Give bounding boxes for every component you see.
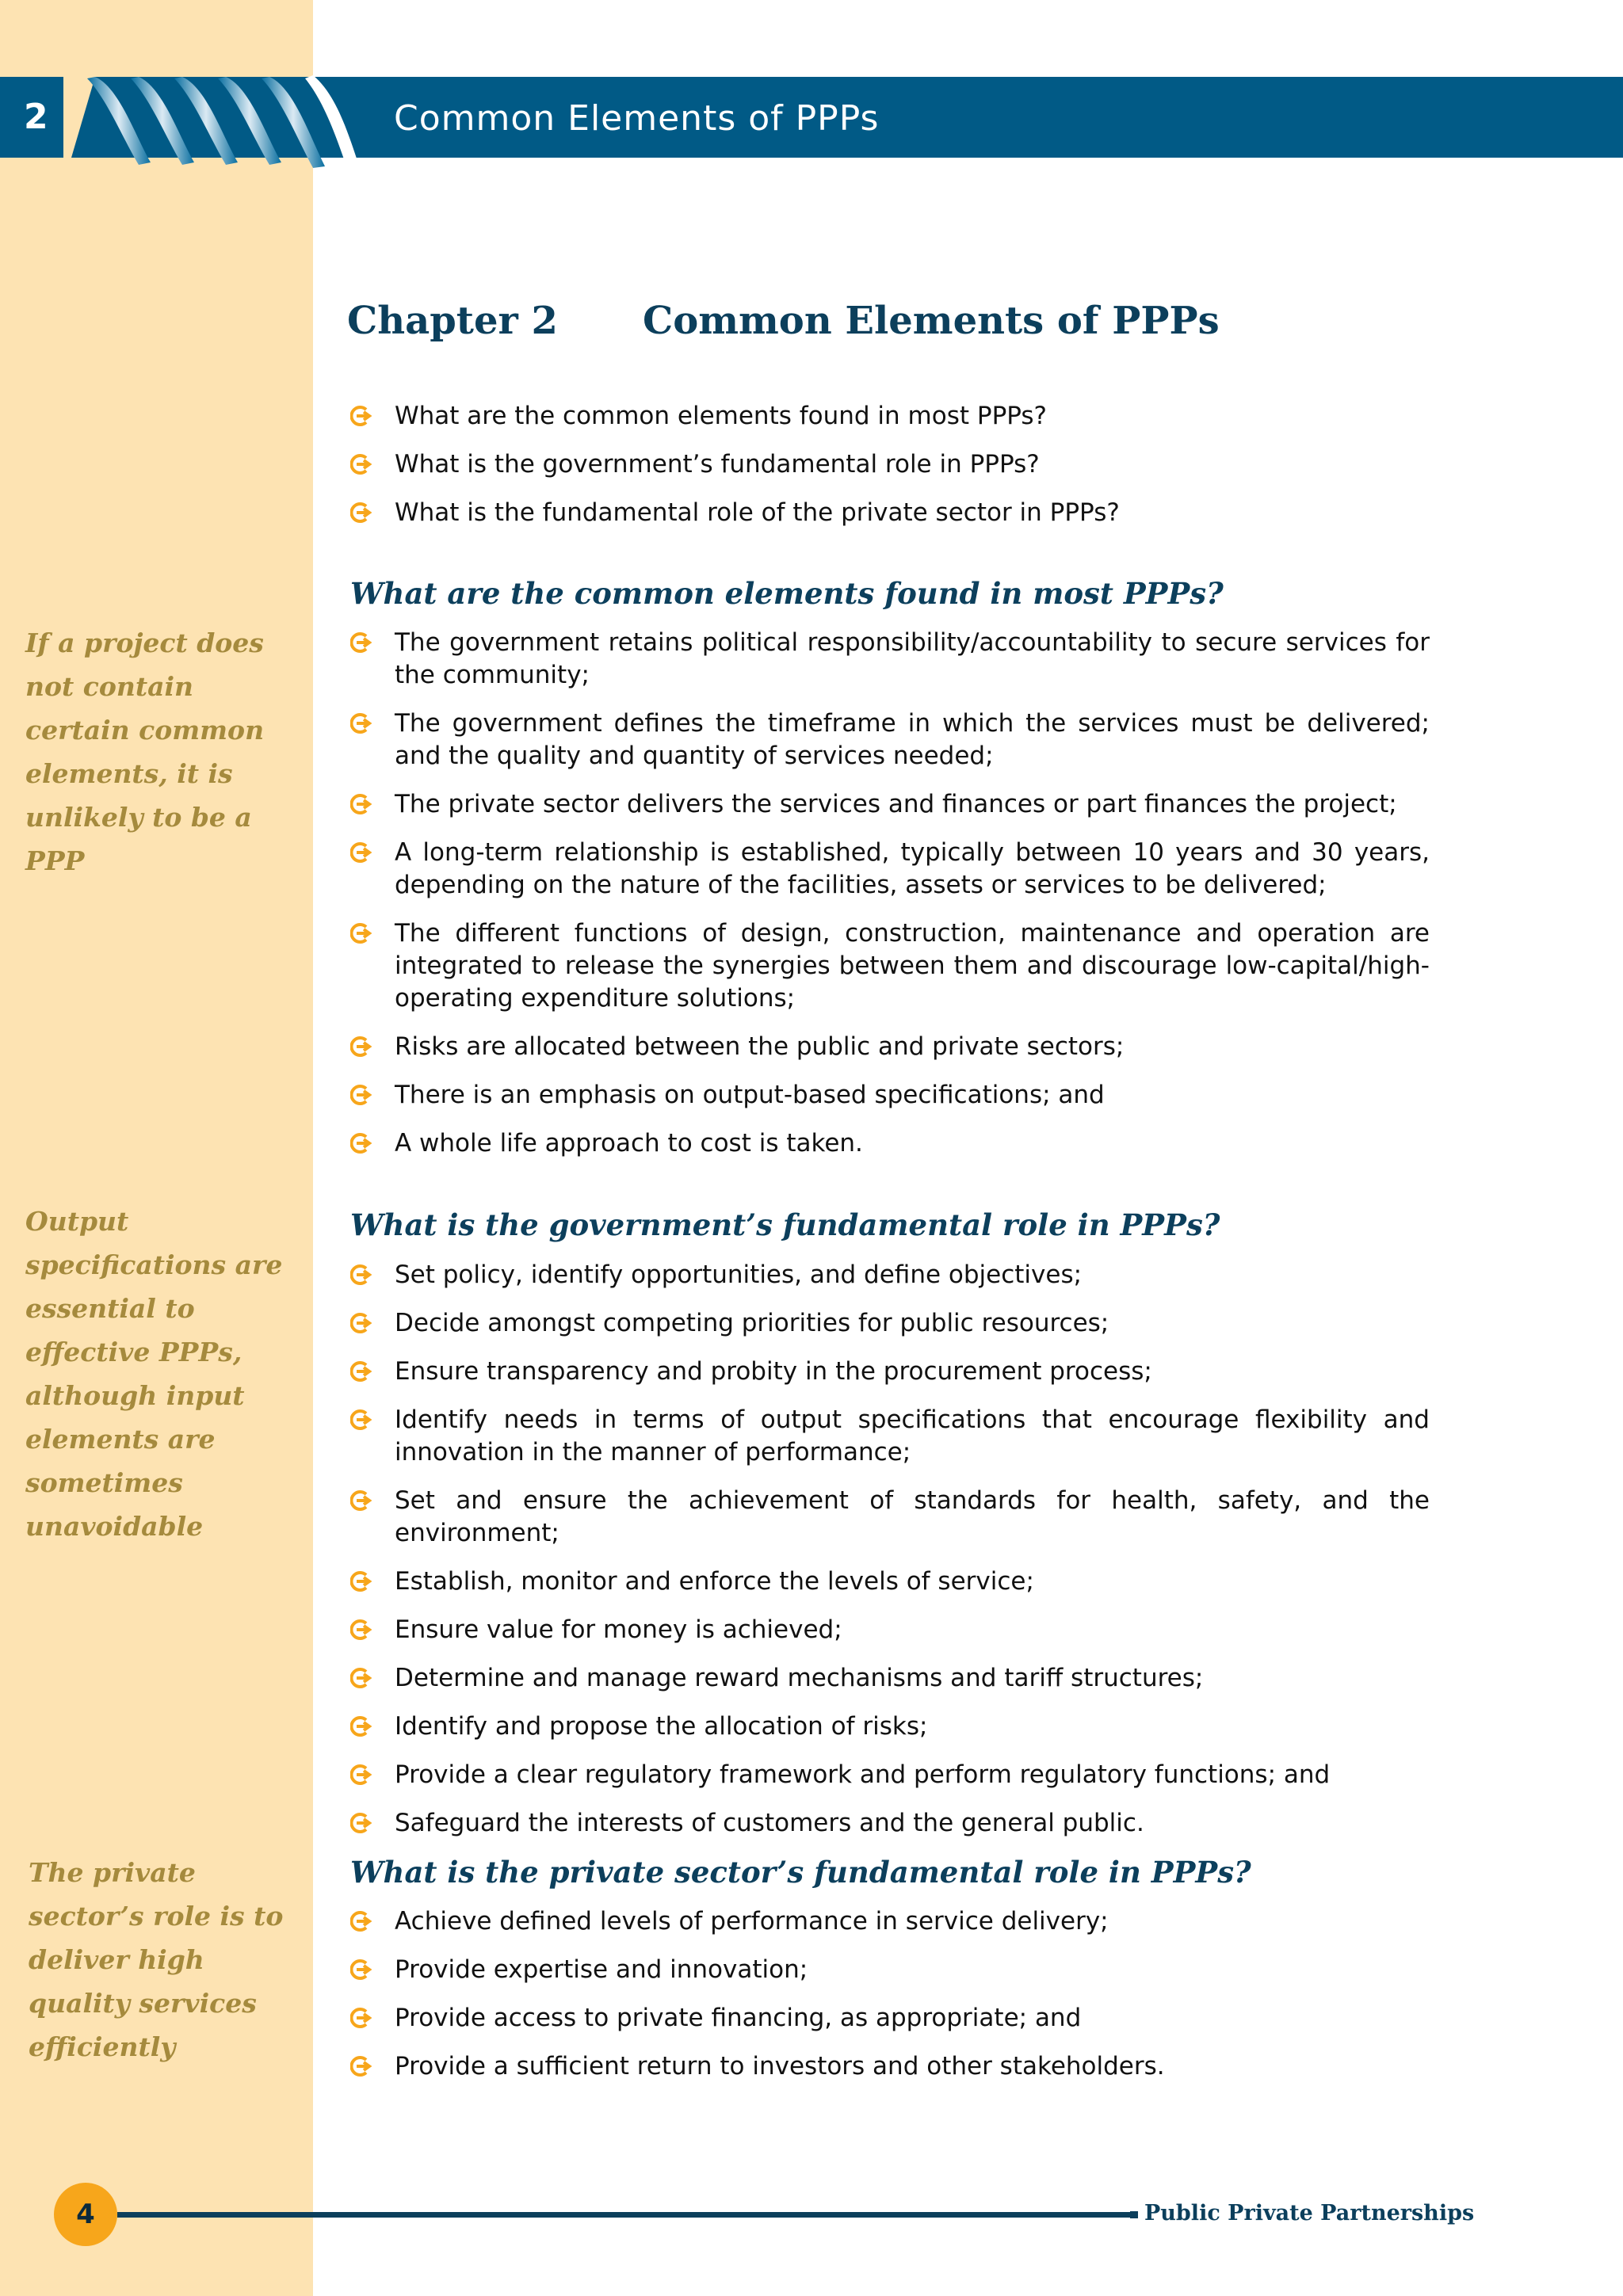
arrow-bullet-icon	[350, 631, 372, 654]
list-item: A whole life approach to cost is taken.	[350, 1127, 1430, 1160]
arrow-bullet-icon	[350, 841, 372, 864]
arrow-bullet-icon	[350, 711, 372, 735]
list-item: The government defines the timeframe in which the services must be delivered; and the quality and quantity of services needed;	[350, 707, 1430, 772]
side-note-ppp-elements: If a project does not contain certain common elements, it is unlikely to be a PPP	[25, 627, 265, 876]
list-item: Provide a sufficient return to investors and other stakeholders.	[350, 2050, 1430, 2083]
list-item: Provide access to private financing, as appropriate; and	[350, 2002, 1430, 2035]
list-item: Achieve defined levels of performance in service delivery;	[350, 1905, 1430, 1938]
arrow-bullet-icon	[350, 1311, 372, 1335]
arrow-bullet-icon	[350, 792, 372, 816]
side-note-output-specifications: Output specifications are essential to effective PPPs, although input elements are sometimes unavoidable	[25, 1206, 283, 1542]
side-note-private-sector-role: The private sector’s role is to deliver high quality services efficiently	[29, 1857, 284, 2062]
arrow-bullet-icon	[350, 501, 372, 524]
arrow-bullet-icon	[350, 921, 372, 945]
private-sector-role-list	[350, 1905, 1430, 2083]
list-item: Ensure value for money is achieved;	[350, 1614, 1430, 1646]
arrow-bullet-icon	[350, 1408, 372, 1432]
arrow-bullet-icon	[350, 1714, 372, 1738]
arrow-bullet-icon	[350, 1569, 372, 1593]
list-item: Establish, monitor and enforce the levels of service;	[350, 1566, 1430, 1598]
list-item: The different functions of design, construction, maintenance and operation are integrated to release the synergies between them and discourage low-capital/high-operating expenditure solutions;	[350, 917, 1430, 1015]
list-item: Identify needs in terms of output specifications that encourage flexibility and innovation in the manner of performance;	[350, 1404, 1430, 1469]
arrow-bullet-icon	[350, 1763, 372, 1787]
question-list	[350, 400, 1430, 529]
list-item: Provide a clear regulatory framework and perform regulatory functions; and	[350, 1759, 1430, 1791]
list-item: A long-term relationship is established, typically between 10 years and 30 years, depending on the nature of the facilities, assets or services to be delivered;	[350, 837, 1430, 902]
question-item: What is the fundamental role of the private sector in PPPs?	[350, 497, 1430, 529]
arrow-bullet-icon	[350, 2006, 372, 2030]
list-item: Set policy, identify opportunities, and define objectives;	[350, 1259, 1430, 1291]
list-item: Set and ensure the achievement of standards for health, safety, and the environment;	[350, 1485, 1430, 1550]
arrow-bullet-icon	[350, 1618, 372, 1642]
list-item: The private sector delivers the services and finances or part finances the project;	[350, 788, 1430, 821]
government-role-list	[350, 1259, 1430, 1840]
arrow-bullet-icon	[350, 1360, 372, 1383]
list-item: Determine and manage reward mechanisms and tariff structures;	[350, 1662, 1430, 1695]
list-item: There is an emphasis on output-based specifications; and	[350, 1079, 1430, 1112]
arrow-bullet-icon	[350, 1811, 372, 1835]
arrow-bullet-icon	[350, 1035, 372, 1058]
arrow-bullet-icon	[350, 1666, 372, 1690]
common-elements-list	[350, 627, 1430, 1160]
list-item: The government retains political responsibility/accountability to secure services for the community;	[350, 627, 1430, 692]
arrow-bullet-icon	[350, 452, 372, 476]
section-heading-common-elements: What are the common elements found in most PPPs?	[350, 576, 1224, 611]
chapter-heading	[347, 293, 1220, 349]
arrow-bullet-icon	[350, 404, 372, 428]
footer-publication-title: Public Private Partnerships	[1144, 2201, 1475, 2225]
list-item: Provide expertise and innovation;	[350, 1954, 1430, 1986]
header-title: Common Elements of PPPs	[394, 98, 880, 139]
arrow-bullet-icon	[350, 1958, 372, 1981]
list-item: Identify and propose the allocation of risks;	[350, 1711, 1430, 1743]
list-item: Risks are allocated between the public and private sectors;	[350, 1031, 1430, 1063]
footer-rule	[117, 2212, 1133, 2218]
chapter-label: Chapter 2	[347, 299, 558, 343]
section-heading-government-role: What is the government’s fundamental role in PPPs?	[350, 1207, 1220, 1242]
arrow-bullet-icon	[350, 2054, 372, 2078]
question-item: What are the common elements found in most PPPs?	[350, 400, 1430, 433]
arrow-bullet-icon	[350, 1131, 372, 1155]
list-item: Ensure transparency and probity in the procurement process;	[350, 1356, 1430, 1388]
arrow-bullet-icon	[350, 1489, 372, 1512]
list-item: Decide amongst competing priorities for public resources;	[350, 1307, 1430, 1340]
chapter-title: Common Elements of PPPs	[643, 299, 1220, 343]
arrow-bullet-icon	[350, 1083, 372, 1107]
arrow-bullet-icon	[350, 1263, 372, 1287]
header-chapter-number: 2	[24, 97, 48, 137]
arrow-bullet-icon	[350, 1909, 372, 1933]
list-item: Safeguard the interests of customers and the general public.	[350, 1807, 1430, 1840]
header-swoosh-decoration	[63, 71, 372, 174]
section-heading-private-sector-role: What is the private sector’s fundamental role in PPPs?	[350, 1855, 1251, 1890]
page-number: 4	[54, 2183, 117, 2246]
footer-rule-end	[1130, 2211, 1138, 2218]
question-item: What is the government’s fundamental role in PPPs?	[350, 448, 1430, 481]
